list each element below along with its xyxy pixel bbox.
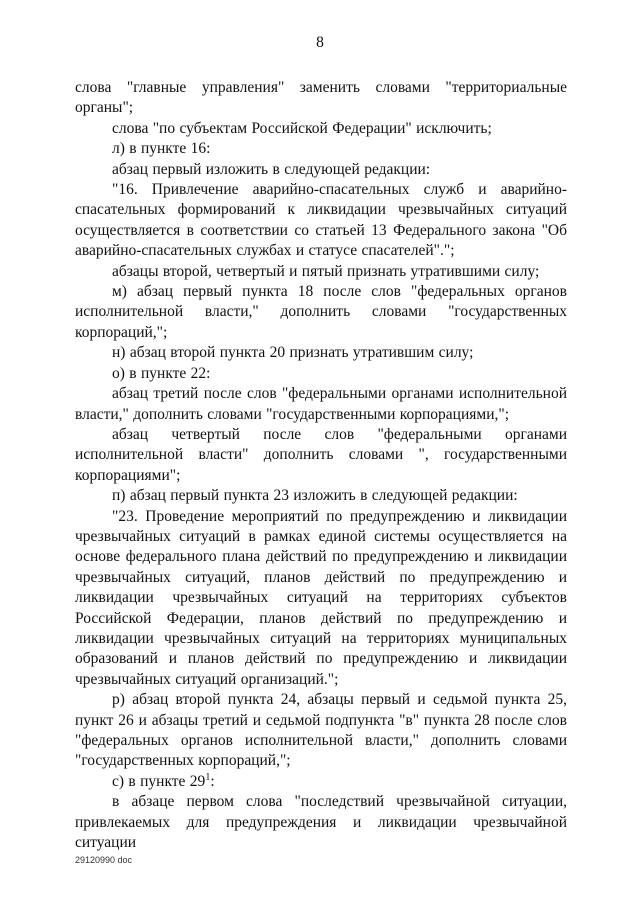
- paragraph: л) в пункте 16:: [112, 140, 211, 158]
- paragraph: слова "по субъектам Российской Федерации" исключить;: [112, 119, 492, 137]
- item-s-superscript: 1: [205, 771, 211, 783]
- paragraph: м) абзац первый пункта 18 после слов "федеральных органов исполнительной власти," дополнить словами "государственных корпораций,";: [75, 283, 567, 341]
- document-body: [75, 78, 567, 853]
- paragraph-item-s: [75, 772, 567, 792]
- paragraph: р) абзац второй пункта 24, абзацы первый и седьмой пункта 25, пункт 26 и абзацы третий и седьмой подпункта "в" пункта 28 после слов "федеральных органов исполнительной власти," дополнить словами "государственных корпораций,";: [75, 691, 567, 770]
- paragraph: о) в пункте 22:: [112, 364, 211, 382]
- quoted-paragraph: "23. Проведение мероприятий по предупреждению и ликвидации чрезвычайных ситуаций в рамках единой системы осуществляется на основе федерального плана действий по предупреждению и ликвидации чрезвычайных ситуаций, планов действий по предупреждению и ликвидации чрезвычайных ситуаций на территориях субъектов Российской Федерации, планов действий по предупреждению и ликвидации чрезвычайных ситуаций на территориях муниципальных образований и планов действий по предупреждению и ликвидации чрезвычайных ситуаций организаций.";: [75, 507, 567, 688]
- paragraph: абзац третий после слов "федеральными органами исполнительной власти," дополнить словами "государственными корпорациями,";: [75, 385, 567, 423]
- item-s-text: с) в пункте 29: [112, 772, 206, 790]
- item-s-suffix: :: [210, 772, 215, 790]
- paragraph: п) абзац первый пункта 23 изложить в следующей редакции:: [112, 487, 518, 505]
- paragraph: н) абзац второй пункта 20 признать утратившим силу;: [112, 344, 474, 362]
- footer-file-code: 29120990 doc: [75, 855, 133, 865]
- quoted-paragraph: "16. Привлечение аварийно-спасательных служб и аварийно-спасательных формирований к ликвидации чрезвычайных ситуаций осуществляется в соответствии со статьей 13 Федерального закона "Об аварийно-спасательных службах и статусе спасателей".";: [75, 181, 567, 260]
- paragraph: абзац первый изложить в следующей редакции:: [112, 160, 431, 178]
- paragraph: абзац четвертый после слов "федеральными органами исполнительной власти" дополнить словами ", государственными корпорациями";: [75, 425, 567, 484]
- paragraph: слова "главные управления" заменить словами "территориальные органы";: [75, 79, 567, 117]
- page-number: 8: [316, 34, 324, 51]
- paragraph: в абзаце первом слова "последствий чрезвычайной ситуации, привлекаемых для предупреждения и ликвидации чрезвычайной ситуации: [75, 793, 567, 852]
- paragraph: абзацы второй, четвертый и пятый признать утратившими силу;: [112, 262, 540, 280]
